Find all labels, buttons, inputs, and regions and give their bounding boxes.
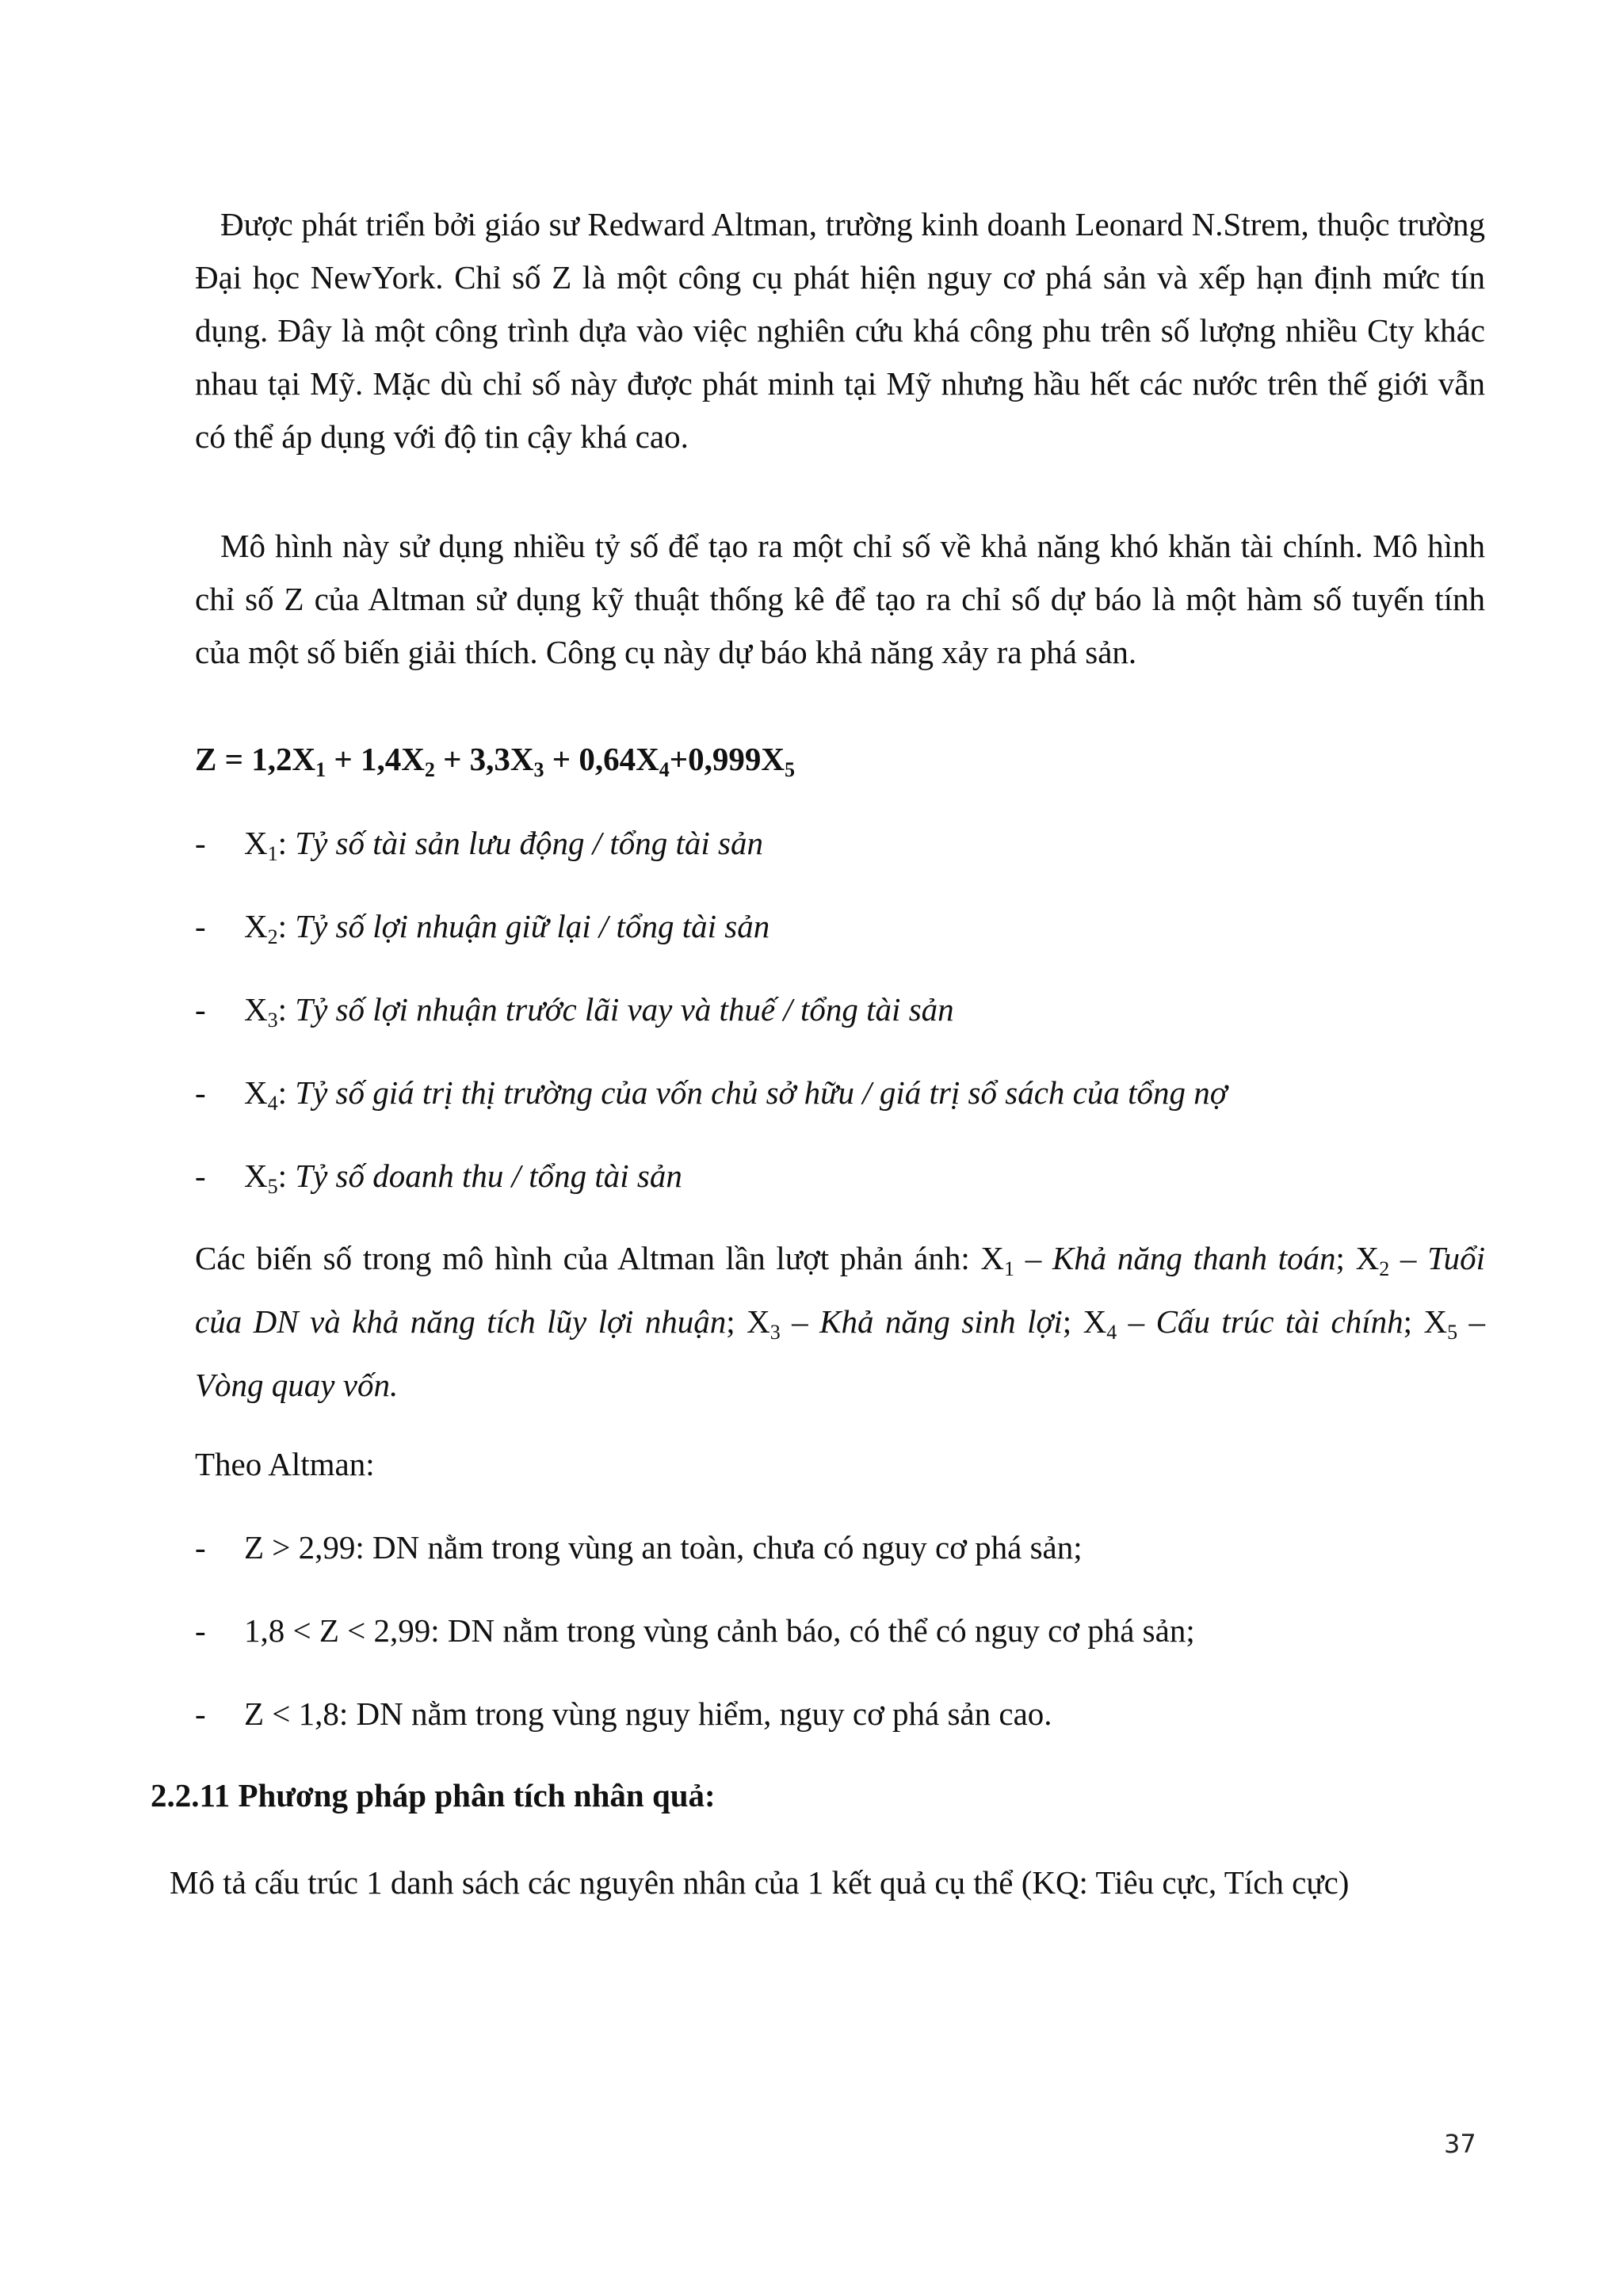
- theo-altman-label: Theo Altman:: [195, 1446, 375, 1482]
- variable-item-x3: - $X_3$: Tỷ số lợi nhuận trước lãi vay và thuế / tổng tài sản: [195, 991, 954, 1032]
- variable-item-x2: - $X_2$: Tỷ số lợi nhuận giữ lại / tổng tài sản: [195, 908, 770, 948]
- zone-item-danger: - Z < 1,8: DN nằm trong vùng nguy hiểm, nguy cơ phá sản cao.: [195, 1695, 1052, 1732]
- model-paragraph: Mô hình này sử dụng nhiều tỷ số để tạo ra một chỉ số về khả năng khó khăn tài chính. Mô hình chỉ số Z của Altman sử dụng kỹ thuật thống kê để tạo ra chỉ số dự báo là một hàm số tuyến tính của một số biến giải thích. Công cụ này dự báo khả năng xảy ra phá sản.: [195, 528, 1485, 670]
- variable-item-x5: - $X_5$: Tỷ số doanh thu / tổng tài sản: [195, 1158, 682, 1198]
- variable-item-x1: - $X_1$: Tỷ số tài sản lưu động / tổng tài sản: [195, 825, 763, 865]
- zone-item-warning: - 1,8 < Z < 2,99: DN nằm trong vùng cảnh báo, có thể có nguy cơ phá sản;: [195, 1612, 1195, 1649]
- variable-item-x4: - $X_4$: Tỷ số giá trị thị trường của vốn chủ sở hữu / giá trị sổ sách của tổng nợ: [195, 1074, 1228, 1115]
- section-description: Mô tả cấu trúc 1 danh sách các nguyên nhân của 1 kết quả cụ thể (KQ: Tiêu cực, Tích cực): [170, 1864, 1350, 1901]
- section-heading: 2.2.11 Phương pháp phân tích nhân quả:: [151, 1777, 716, 1814]
- zone-item-safe: - Z > 2,99: DN nằm trong vùng an toàn, chưa có nguy cơ phá sản;: [195, 1529, 1083, 1566]
- variables-reflection-paragraph: Các biến số trong mô hình của Altman lần lượt phản ánh: $X_1$ – Khả năng thanh toán; $X_2$ – Tuổi của DN và khả năng tích lũy lợi nhuận; $X_3$ – Khả năng sinh lợi; $X_4$ – Cấu trúc tài chính; $X_5$ – Vòng quay vốn.: [195, 1240, 1486, 1403]
- z-score-formula: $Z = 1,2X_1 + 1,4X_2 + 3,3X_3 + 0,64X_4+0,999X_5$: [195, 741, 796, 781]
- intro-paragraph: Được phát triển bởi giáo sư Redward Altman, trường kinh doanh Leonard N.Strem, thuộc trường Đại học NewYork. Chỉ số Z là một công cụ phát hiện nguy cơ phá sản và xếp hạn định mức tín dụng. Đây là một công trình dựa vào việc nghiên cứu khá công phu trên số lượng nhiều Cty khác nhau tại Mỹ. Mặc dù chỉ số này được phát minh tại Mỹ nhưng hầu hết các nước trên thế giới vẫn có thể áp dụng với độ tin cậy khá cao.: [195, 206, 1485, 455]
- page-number: 37: [1444, 2129, 1476, 2159]
